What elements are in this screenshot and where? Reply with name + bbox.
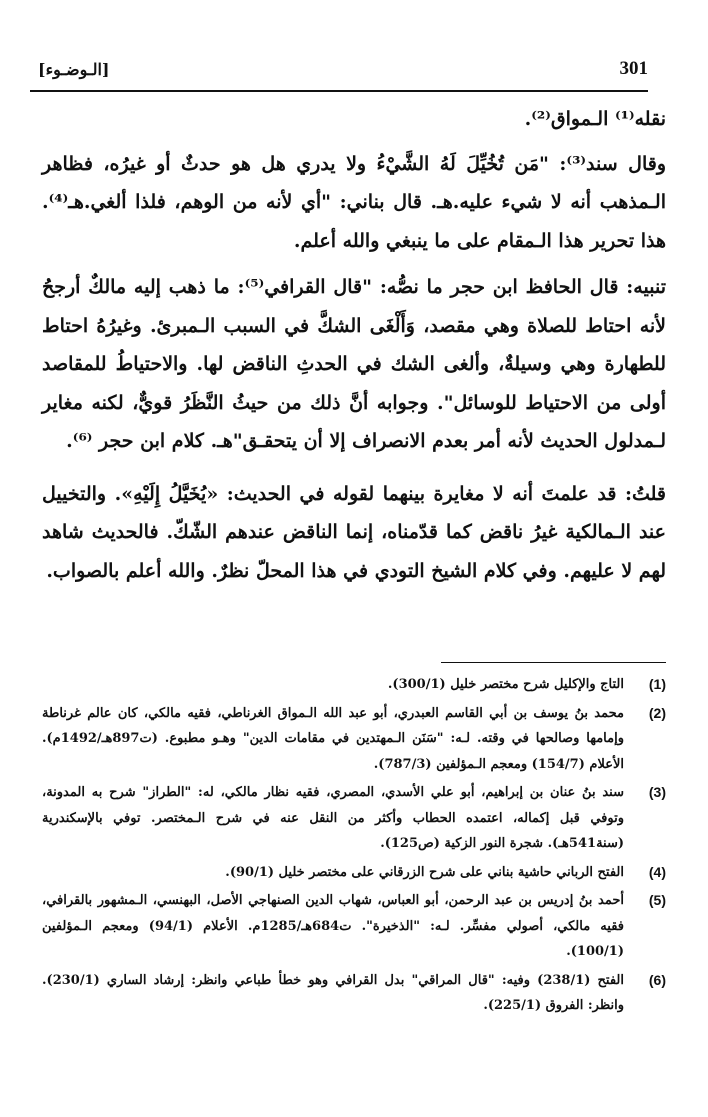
footnote-number: (1) [648,676,666,692]
page-header [30,50,648,90]
footnote-text: التاج والإكليل شرح مختصر خليل (300/1). [387,677,624,692]
footnote-item [42,860,666,886]
qultu-label: قلتُ: [624,482,666,505]
tanbih-text: قال الحافظ ابن حجر ما نصُّه: "قال القرافي⁽⁵⁾: ما ذهب إليه مالكٌ أرجحُ لأنه احتاط للصلاة وهي مقصد، وَأَلْغَى الشكَّ في السبب الـمبرئ. وغيرُهُ احتاط للطهارة وهي وسيلةٌ، وألغى الشك في الحدثِ الناقض لها. والاحتياطُ للمقاصد أولى من الاحتياط للوسائل". وجوابه أنَّ ذلك من حيثُ النَّظَرُ قويٌّ، لكنه مغاير لـمدلول الحديث لأنه أمر بعدم الانصراف إلا أن يتحقـق"هـ. كلام ابن حجر ⁽⁶⁾. [42,276,666,452]
footnote-item [42,701,666,778]
running-head: [الـوضـوء] [38,60,110,79]
paragraph-sanad: وقال سند⁽³⁾: "مَن تُخُيِّلَ لَهُ الشَّيْءُ ولا يدري هل هو حدثٌ أو غيرُه، فظاهر الـمذهب أنه لا شيء عليه.هـ. قال بناني: "أي لأنه من الوهم، فلذا ألغي.هـ⁽⁴⁾. هذا تحرير هذا الـمقام على ما ينبغي والله أعلم. [42,152,666,252]
footnote-number: (6) [648,971,666,988]
tanbih-label: تنبيه: [626,276,666,298]
footnotes [42,672,666,1022]
paragraph-qultu [42,475,666,591]
page-number: 301 [619,58,648,79]
footnote-item [42,780,666,857]
footnote-text: الفتح الرباني حاشية بناني على شرح الزرقاني على مختصر خليل (90/1). [225,864,624,880]
paragraph-tanbih [42,268,666,461]
footnote-text: الفتح (238/1) وفيه: "قال المراقي" بدل القرافي وهو خطأ طباعي وانظر: إرشاد الساري (230/1). وانظر: الفروق (225/1). [42,972,625,1013]
footnote-text: سند بنُ عنان بن إبراهيم، أبو علي الأسدي، المصري، فقيه نظار مالكي، له: "الطراز" شرح به المدونة، وتوفي قبل إكماله، اعتمده الحطاب وأكثر من النقل عنه في شرح الـمختصر. توفي بالإسكندرية (سنة541هـ). شجرة النور الزكية (ص125). [42,785,624,851]
footnote-number: (5) [648,892,666,908]
footnote-item [42,968,666,1019]
footnote-text: محمد بنُ يوسف بن أبي القاسم العبدري، أبو عبد الله الـمواق الغرناطي، فقيه مالكي، كان عالم غرناطة وإمامها وصالحها في وقته. لـه: "سَنَن الـمهتدين في مقامات الدين" وهـو مطبوع. (ت897هـ/1492م). الأعلام (154/7) ومعجم الـمؤلفين (787/3). [42,705,624,772]
footnote-item [42,672,666,698]
footnote-number: (4) [648,863,666,880]
header-divider [30,90,648,92]
footnote-number: (2) [648,704,666,721]
footnote-item [42,888,666,965]
footnote-text: أحمد بنُ إدريس بن عبد الرحمن، أبو العباس، شهاب الدين الصنهاجي الأصل، البهنسي، الـمشهور بالقرافي، فقيه مالكي، أصولي مفسِّر. لـه: "الذخيرة". ت684هـ/1285م. الأعلام (94/1) ومعجم الـمؤلفين (100/1). [42,893,624,959]
footnote-divider [441,662,666,663]
main-text [42,100,666,604]
footnote-number: (3) [648,784,666,800]
paragraph-naql: نقله⁽¹⁾ الـمواق⁽²⁾. [524,108,666,130]
qultu-text: قد علمتَ أنه لا مغايرة بينهما لقوله في الحديث: «يُخَيَّلُ إِلَيْهِ». والتخييل عند الـمالكية غيرُ ناقض كما قدّمناه، إنما الناقض عندهم الشّكّ. فالحديث شاهد لهم لا عليهم. وفي كلام الشيخ التودي في هذا المحلّ نظرٌ. والله أعلم بالصواب. [42,482,666,582]
